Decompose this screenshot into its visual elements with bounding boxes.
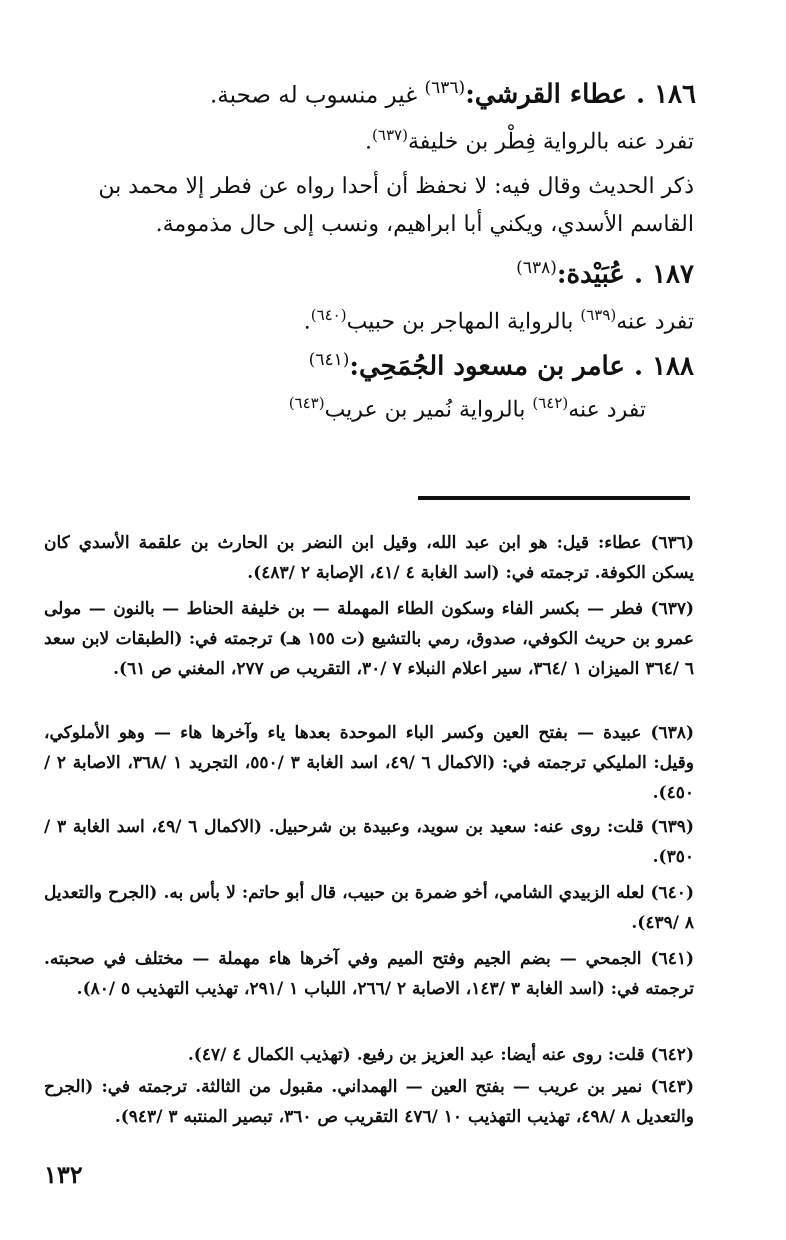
- entry-name: عامر بن مسعود الجُمَحِي:: [349, 351, 625, 382]
- note-ref: (٦٤٣): [288, 394, 325, 412]
- footnote-number: (٦٤٢): [650, 1045, 694, 1065]
- entry-186-heading: ١٨٦ . عطاء القرشي:$^{(٦٣٦)}$ غير منسوب له صحبة.: [209, 78, 696, 110]
- footnote-637: [44, 594, 694, 684]
- entry-number: ١٨٨: [652, 351, 694, 382]
- note-ref: (٦٣٧): [372, 126, 408, 144]
- entry-number: ١٨٦: [654, 79, 696, 110]
- note-ref: (٦٤٢): [532, 394, 569, 412]
- footnote-639: [44, 812, 694, 872]
- footnote-text: الجمحي — بضم الجيم وفتح الميم وفي آخرها هاء مهملة — مختلف في صحبته. ترجمته في: (اسد الغابة ٣ /١٤٣، الاصابة ٢ /٢٦٦، اللباب ١ /٢٩١، تهذيب التهذيب ٥ /٨٠).: [44, 949, 694, 999]
- line-text: تفرد عنه: [616, 309, 694, 335]
- footnote-number: (٦٤٠): [650, 883, 694, 903]
- footnote-text: لعله الزبيدي الشامي، أخو ضمرة بن حبيب، قال أبو حاتم: لا بأس به. (الجرح والتعديل ٨ /٤٣٩).: [44, 883, 694, 933]
- entry-187-heading: ١٨٧ . عُبَيْدة:$^{(٦٣٨)}$: [516, 258, 694, 290]
- footnote-number: (٦٣٧): [650, 599, 695, 619]
- footnote-638: [44, 718, 694, 808]
- line-text: بالرواية المهاجر بن حبيب: [346, 309, 581, 335]
- footnote-text: نمير بن عريب — بفتح العين — الهمداني. مقبول من الثالثة. ترجمته في: (الجرح والتعديل ٨ /٤٩٨، تهذيب التهذيب ١٠ /٤٧٦ التقريب ص ٣٦٠، تبصير المنتبه ٣ /٩٤٣).: [44, 1077, 694, 1127]
- entry-188-heading: ١٨٨ . عامر بن مسعود الجُمَحِي:$^{(٦٤١)}$: [308, 350, 694, 382]
- page-number: ١٣٢: [44, 1160, 83, 1189]
- footnote-text: عبيدة — بفتح العين وكسر الباء الموحدة بعدها ياء وآخرها هاء — وهو الأملوكي، وقيل: المليكي ترجمته في: (الاكمال ٦ /٤٩، اسد الغابة ٣ /٥٥٠، التجريد ١ /٣٦٨، الاصابة ٢ /٤٥٠).: [44, 723, 694, 803]
- entry-186-line-2: [98, 174, 694, 199]
- entry-name: عُبَيْدة:: [556, 259, 625, 290]
- entry-number: ١٨٧: [652, 259, 694, 290]
- footnote-636: [44, 528, 694, 588]
- line-text: تفرد عنه بالرواية فِطْر بن خليفة: [407, 129, 694, 155]
- line-text: القاسم الأسدي، ويكني أبا ابراهيم، ونسب إلى حال مذمومة.: [155, 212, 694, 237]
- footnote-number: (٦٣٩): [650, 817, 694, 837]
- entry-186-line-3: [156, 212, 694, 237]
- footnote-640: [44, 878, 694, 938]
- line-text: ذكر الحديث وقال فيه: لا نحفظ أن أحدا رواه عن فطر إلا محمد بن: [98, 174, 694, 199]
- note-ref: (٦٣٩): [580, 306, 617, 324]
- footnote-642: [44, 1040, 694, 1070]
- footnote-number: (٦٣٨): [650, 723, 694, 743]
- line-end: .: [365, 129, 373, 155]
- footnote-text: قلت: روى عنه أيضا: عبد العزيز بن رفيع. (تهذيب الكمال ٤ /٤٧).: [187, 1045, 645, 1065]
- footnote-text: قلت: روى عنه: سعيد بن سويد، وعبيدة بن شرحبيل. (الاكمال ٦ /٤٩، اسد الغابة ٣ /٣٥٠).: [44, 817, 694, 867]
- note-ref: (٦٣٦): [424, 78, 466, 98]
- entry-186-line-1: [365, 126, 694, 154]
- line-text: تفرد عنه: [568, 397, 646, 423]
- line-end: .: [303, 309, 311, 335]
- footnote-number: (٦٤٣): [650, 1077, 694, 1097]
- footnote-643: [44, 1072, 694, 1132]
- line-text: بالرواية نُمير بن عريب: [324, 397, 533, 423]
- footnote-number: (٦٣٦): [650, 533, 694, 553]
- note-ref: (٦٣٨): [516, 258, 557, 278]
- entry-188-line-1: [289, 394, 646, 422]
- entry-rest: غير منسوب له صحبة.: [209, 82, 425, 109]
- footnote-text: عطاء: قيل: هو ابن عبد الله، وقيل ابن النضر بن الحارث بن علقمة الأسدي كان يسكن الكوفة. ترجمته في: (اسد الغابة ٤ /٤١، الإصابة ٢ /٤٨٣).: [44, 533, 694, 583]
- footnote-641: [44, 944, 694, 1004]
- footnote-text: فطر — بكسر الفاء وسكون الطاء المهملة — بن خليفة الحناط — بالنون — مولى عمرو بن حريث الكوفي، صدوق، رمي بالتشيع (ت ١٥٥ هـ) ترجمته في: (الطبقات لابن سعد ٦ /٣٦٤ الميزان ١ /٣٦٤، سير اعلام النبلاء ٧ /٣٠، التقريب ص ٢٧٧، المغني ص ٦١).: [44, 599, 694, 679]
- entry-name: عطاء القرشي:: [465, 79, 627, 110]
- note-ref: (٦٤١): [308, 350, 350, 370]
- entry-187-line-1: [304, 306, 694, 334]
- note-ref: (٦٤٠): [310, 306, 347, 324]
- footnote-separator: [418, 496, 690, 500]
- footnote-number: (٦٤١): [650, 949, 695, 969]
